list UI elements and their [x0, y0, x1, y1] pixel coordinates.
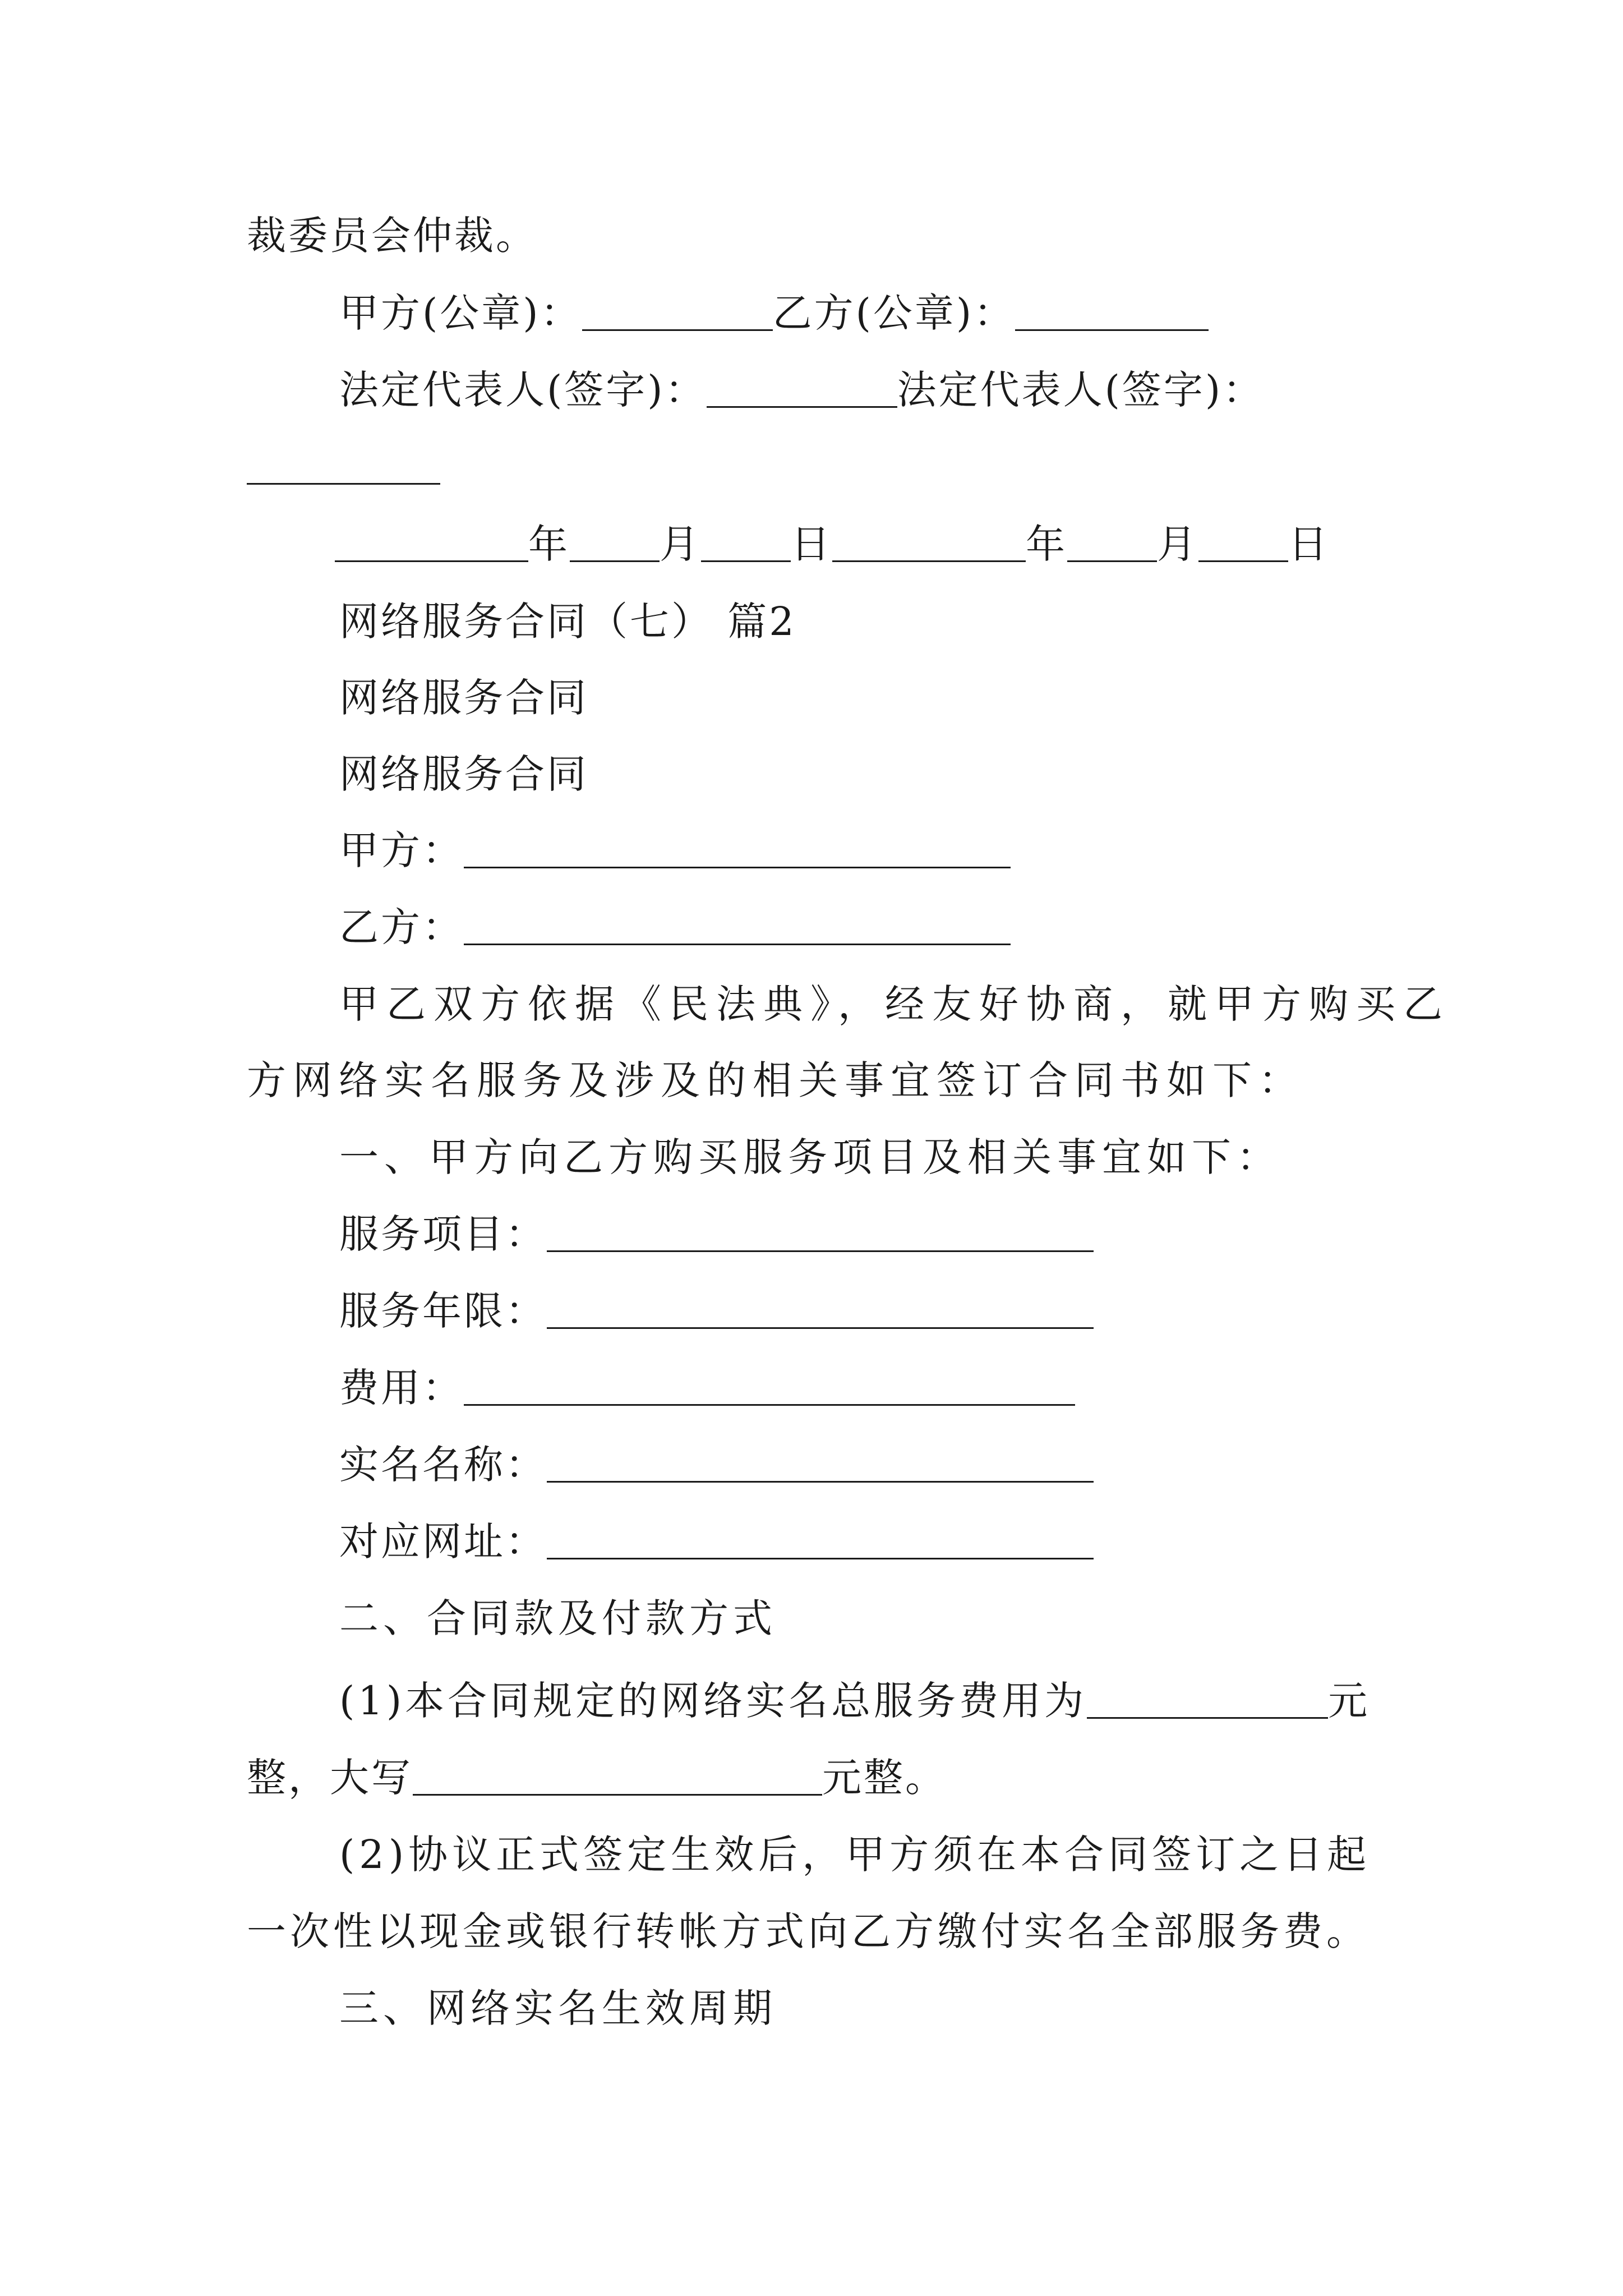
party-a-rep-label: 法定代表人(签字)： — [339, 367, 707, 413]
blank-field[interactable] — [1198, 521, 1288, 562]
section-heading: 二、合同款及付款方式 — [339, 1595, 777, 1641]
blank-field[interactable] — [547, 1211, 1094, 1252]
blank-field[interactable] — [547, 1288, 1094, 1329]
blank-field[interactable] — [464, 827, 1011, 868]
paragraph-line: 甲乙双方依据《民法典》，经友好协商，就甲方购买乙 — [339, 981, 1450, 1027]
party-b-line: 乙方： — [339, 899, 1011, 955]
blank-field[interactable] — [547, 1519, 1094, 1559]
field-real-name: 实名名称： — [339, 1437, 1094, 1493]
chapter-heading: 网络服务合同（七） 篇2 — [339, 599, 796, 645]
blank-field[interactable] — [832, 521, 1026, 562]
party-a-seal-label: 甲方(公章)： — [339, 290, 582, 336]
signature-line-seal — [339, 285, 1209, 341]
blank-field[interactable] — [701, 521, 791, 562]
field-service-project: 服务项目： — [339, 1206, 1094, 1262]
section-heading: 一、甲方向乙方购买服务项目及相关事宜如下： — [339, 1134, 1281, 1180]
party-b-seal-label: 乙方(公章)： — [772, 290, 1016, 336]
blank-field[interactable] — [582, 290, 773, 331]
signature-line-rep — [339, 362, 1264, 418]
paragraph-line: 一次性以现金或银行转帐方式向乙方缴付实名全部服务费。 — [247, 1908, 1370, 1954]
paragraph-line: (2)协议正式签定生效后，甲方须在本合同签订之日起 — [339, 1832, 1371, 1878]
date-line: 年 月 日 年 月 日 — [335, 516, 1330, 572]
blank-field[interactable] — [547, 1442, 1094, 1483]
blank-field[interactable] — [1087, 1678, 1328, 1719]
paragraph-line: 整，大写 元整。 — [247, 1755, 947, 1801]
blank-field[interactable] — [464, 904, 1011, 945]
party-a-line: 甲方： — [339, 822, 1011, 878]
document-title: 网络服务合同 — [339, 675, 588, 721]
blank-field[interactable] — [1015, 290, 1209, 331]
paragraph-line: 方网络实名服务及涉及的相关事宜签订合同书如下： — [247, 1057, 1304, 1103]
field-service-years: 服务年限： — [339, 1283, 1094, 1339]
field-url: 对应网址： — [339, 1513, 1094, 1570]
blank-field[interactable] — [1067, 521, 1157, 562]
signature-line-rep-cont — [247, 439, 440, 495]
blank-field[interactable] — [570, 521, 660, 562]
blank-field[interactable] — [247, 444, 440, 485]
section-heading: 三、网络实名生效周期 — [339, 1985, 777, 2031]
blank-field[interactable] — [413, 1755, 822, 1796]
document-title: 网络服务合同 — [339, 751, 588, 797]
field-fee: 费用： — [339, 1360, 1075, 1416]
blank-field[interactable] — [335, 521, 528, 562]
paragraph-line: 裁委员会仲裁。 — [247, 213, 537, 259]
blank-field[interactable] — [707, 367, 897, 408]
blank-field[interactable] — [464, 1365, 1075, 1406]
party-b-rep-label: 法定代表人(签字)： — [897, 367, 1265, 413]
paragraph-line: (1)本合同规定的网络实名总服务费用为 元 — [339, 1678, 1371, 1724]
